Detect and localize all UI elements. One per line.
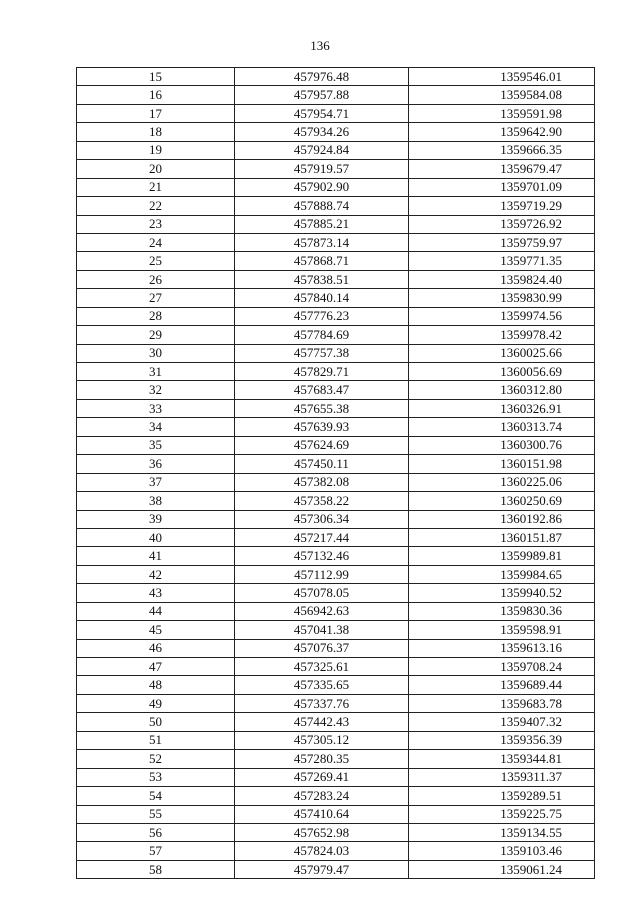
table-row [77,860,595,878]
y-coordinate-cell: 1359666.35 [409,141,595,159]
point-number-cell: 45 [77,621,235,639]
table-row [77,492,595,510]
table-row [77,658,595,676]
table-row [77,676,595,694]
y-coordinate-cell: 1359726.92 [409,215,595,233]
table-row [77,436,595,454]
point-number-cell: 33 [77,399,235,417]
point-number-cell: 58 [77,860,235,878]
x-coordinate-cell: 457382.08 [235,473,409,491]
y-coordinate-cell: 1359974.56 [409,307,595,325]
point-number-cell: 18 [77,123,235,141]
y-coordinate-cell: 1359546.01 [409,68,595,86]
point-number-cell: 17 [77,104,235,122]
table-row [77,86,595,104]
table-row [77,584,595,602]
x-coordinate-cell: 457450.11 [235,455,409,473]
table-row [77,731,595,749]
table-row [77,68,595,86]
x-coordinate-cell: 457919.57 [235,160,409,178]
table-row [77,160,595,178]
table-row [77,510,595,528]
table-row [77,547,595,565]
x-coordinate-cell: 457976.48 [235,68,409,86]
x-coordinate-cell: 457358.22 [235,492,409,510]
y-coordinate-cell: 1359642.90 [409,123,595,141]
point-number-cell: 30 [77,344,235,362]
y-coordinate-cell: 1359701.09 [409,178,595,196]
x-coordinate-cell: 457624.69 [235,436,409,454]
point-number-cell: 27 [77,289,235,307]
y-coordinate-cell: 1359134.55 [409,823,595,841]
point-number-cell: 44 [77,602,235,620]
x-coordinate-cell: 457325.61 [235,658,409,676]
y-coordinate-cell: 1359598.91 [409,621,595,639]
coordinate-table-body [77,68,595,879]
point-number-cell: 46 [77,639,235,657]
point-number-cell: 25 [77,252,235,270]
x-coordinate-cell: 457639.93 [235,418,409,436]
y-coordinate-cell: 1359613.16 [409,639,595,657]
y-coordinate-cell: 1359759.97 [409,233,595,251]
table-row [77,565,595,583]
table-row [77,455,595,473]
y-coordinate-cell: 1360313.74 [409,418,595,436]
x-coordinate-cell: 457776.23 [235,307,409,325]
point-number-cell: 51 [77,731,235,749]
x-coordinate-cell: 456942.63 [235,602,409,620]
table-row [77,307,595,325]
x-coordinate-cell: 457041.38 [235,621,409,639]
table-row [77,178,595,196]
point-number-cell: 24 [77,233,235,251]
x-coordinate-cell: 457078.05 [235,584,409,602]
y-coordinate-cell: 1359311.37 [409,768,595,786]
y-coordinate-cell: 1360312.80 [409,381,595,399]
y-coordinate-cell: 1359824.40 [409,270,595,288]
x-coordinate-cell: 457757.38 [235,344,409,362]
y-coordinate-cell: 1360300.76 [409,436,595,454]
point-number-cell: 50 [77,713,235,731]
point-number-cell: 35 [77,436,235,454]
x-coordinate-cell: 457784.69 [235,326,409,344]
y-coordinate-cell: 1360151.87 [409,528,595,546]
y-coordinate-cell: 1359591.98 [409,104,595,122]
x-coordinate-cell: 457217.44 [235,528,409,546]
x-coordinate-cell: 457683.47 [235,381,409,399]
table-row [77,381,595,399]
x-coordinate-cell: 457652.98 [235,823,409,841]
table-row [77,270,595,288]
table-row [77,528,595,546]
x-coordinate-cell: 457888.74 [235,197,409,215]
point-number-cell: 34 [77,418,235,436]
point-number-cell: 21 [77,178,235,196]
point-number-cell: 52 [77,750,235,768]
coordinate-table [76,67,595,879]
table-row [77,252,595,270]
y-coordinate-cell: 1359356.39 [409,731,595,749]
point-number-cell: 57 [77,842,235,860]
point-number-cell: 49 [77,694,235,712]
y-coordinate-cell: 1359225.75 [409,805,595,823]
table-row [77,768,595,786]
x-coordinate-cell: 457873.14 [235,233,409,251]
x-coordinate-cell: 457076.37 [235,639,409,657]
table-row [77,363,595,381]
y-coordinate-cell: 1359989.81 [409,547,595,565]
y-coordinate-cell: 1359679.47 [409,160,595,178]
x-coordinate-cell: 457840.14 [235,289,409,307]
y-coordinate-cell: 1359689.44 [409,676,595,694]
y-coordinate-cell: 1360025.66 [409,344,595,362]
table-row [77,215,595,233]
y-coordinate-cell: 1359584.08 [409,86,595,104]
table-row [77,639,595,657]
point-number-cell: 54 [77,787,235,805]
point-number-cell: 20 [77,160,235,178]
y-coordinate-cell: 1359061.24 [409,860,595,878]
point-number-cell: 31 [77,363,235,381]
point-number-cell: 53 [77,768,235,786]
point-number-cell: 23 [77,215,235,233]
point-number-cell: 47 [77,658,235,676]
x-coordinate-cell: 457934.26 [235,123,409,141]
x-coordinate-cell: 457306.34 [235,510,409,528]
point-number-cell: 32 [77,381,235,399]
x-coordinate-cell: 457132.46 [235,547,409,565]
point-number-cell: 39 [77,510,235,528]
y-coordinate-cell: 1359344.81 [409,750,595,768]
point-number-cell: 38 [77,492,235,510]
point-number-cell: 26 [77,270,235,288]
x-coordinate-cell: 457902.90 [235,178,409,196]
table-row [77,602,595,620]
table-row [77,787,595,805]
table-row [77,473,595,491]
x-coordinate-cell: 457112.99 [235,565,409,583]
x-coordinate-cell: 457280.35 [235,750,409,768]
table-row [77,104,595,122]
y-coordinate-cell: 1360326.91 [409,399,595,417]
y-coordinate-cell: 1359103.46 [409,842,595,860]
x-coordinate-cell: 457924.84 [235,141,409,159]
page-number: 136 [310,38,330,53]
table-row [77,418,595,436]
table-row [77,289,595,307]
point-number-cell: 37 [77,473,235,491]
x-coordinate-cell: 457305.12 [235,731,409,749]
x-coordinate-cell: 457269.41 [235,768,409,786]
table-row [77,842,595,860]
y-coordinate-cell: 1360056.69 [409,363,595,381]
x-coordinate-cell: 457337.76 [235,694,409,712]
x-coordinate-cell: 457442.43 [235,713,409,731]
point-number-cell: 22 [77,197,235,215]
x-coordinate-cell: 457829.71 [235,363,409,381]
point-number-cell: 16 [77,86,235,104]
x-coordinate-cell: 457957.88 [235,86,409,104]
table-row [77,621,595,639]
y-coordinate-cell: 1360151.98 [409,455,595,473]
point-number-cell: 43 [77,584,235,602]
point-number-cell: 36 [77,455,235,473]
x-coordinate-cell: 457979.47 [235,860,409,878]
y-coordinate-cell: 1360250.69 [409,492,595,510]
point-number-cell: 55 [77,805,235,823]
y-coordinate-cell: 1359683.78 [409,694,595,712]
table-row [77,713,595,731]
point-number-cell: 40 [77,528,235,546]
y-coordinate-cell: 1359289.51 [409,787,595,805]
point-number-cell: 48 [77,676,235,694]
table-row [77,694,595,712]
y-coordinate-cell: 1359830.36 [409,602,595,620]
point-number-cell: 42 [77,565,235,583]
table-row [77,805,595,823]
x-coordinate-cell: 457868.71 [235,252,409,270]
y-coordinate-cell: 1359771.35 [409,252,595,270]
table-row [77,123,595,141]
y-coordinate-cell: 1359984.65 [409,565,595,583]
y-coordinate-cell: 1359978.42 [409,326,595,344]
table-row [77,326,595,344]
x-coordinate-cell: 457838.51 [235,270,409,288]
point-number-cell: 56 [77,823,235,841]
point-number-cell: 28 [77,307,235,325]
y-coordinate-cell: 1359719.29 [409,197,595,215]
table-row [77,344,595,362]
table-row [77,141,595,159]
x-coordinate-cell: 457410.64 [235,805,409,823]
x-coordinate-cell: 457885.21 [235,215,409,233]
y-coordinate-cell: 1360225.06 [409,473,595,491]
y-coordinate-cell: 1359940.52 [409,584,595,602]
point-number-cell: 15 [77,68,235,86]
y-coordinate-cell: 1359407.32 [409,713,595,731]
x-coordinate-cell: 457335.65 [235,676,409,694]
y-coordinate-cell: 1359830.99 [409,289,595,307]
point-number-cell: 29 [77,326,235,344]
x-coordinate-cell: 457824.03 [235,842,409,860]
x-coordinate-cell: 457283.24 [235,787,409,805]
table-row [77,233,595,251]
y-coordinate-cell: 1359708.24 [409,658,595,676]
table-row [77,399,595,417]
x-coordinate-cell: 457954.71 [235,104,409,122]
point-number-cell: 41 [77,547,235,565]
table-row [77,750,595,768]
point-number-cell: 19 [77,141,235,159]
x-coordinate-cell: 457655.38 [235,399,409,417]
table-row [77,197,595,215]
y-coordinate-cell: 1360192.86 [409,510,595,528]
table-row [77,823,595,841]
